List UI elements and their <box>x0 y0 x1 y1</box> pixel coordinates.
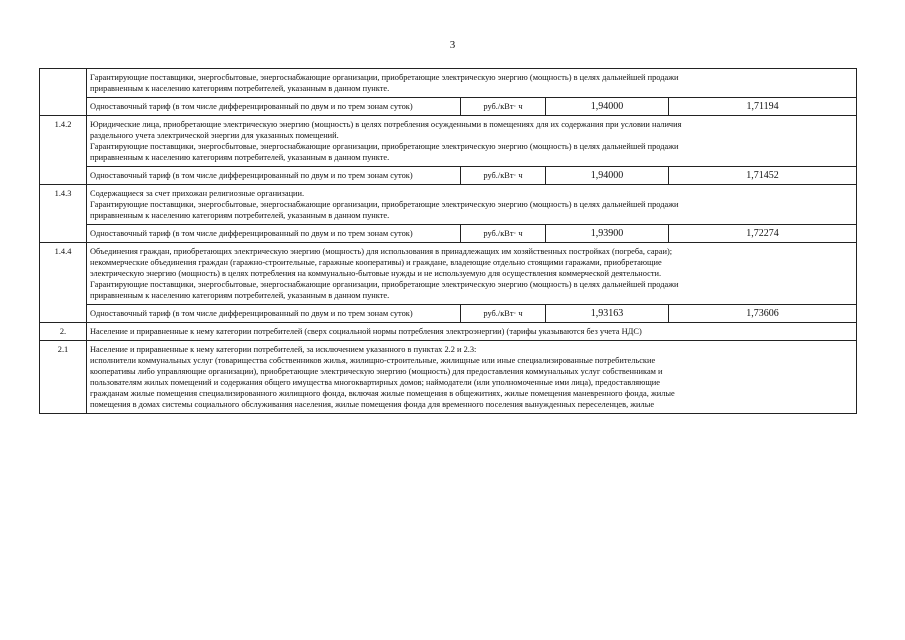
table-row <box>40 185 857 225</box>
tariff-name: Одноставочный тариф (в том числе дифференцированный по двум и по трем зонам суток) <box>87 98 461 116</box>
text-line: Население и приравненные к нему категории потребителей, за исключением указанного в пунктах 2.2 и 2.3: <box>90 345 477 354</box>
tariff-value-first-half: 1,94000 <box>546 98 669 116</box>
tariff-value-second-half: 1,73606 <box>669 305 857 323</box>
text-line: Гарантирующие поставщики, энергосбытовые, энергоснабжающие организации, приобретающие электрическую энергию (мощность) в целях дальнейшей продажи <box>90 142 679 151</box>
tariff-unit: руб./кВт· ч <box>461 305 546 323</box>
tariff-value-second-half: 1,71452 <box>669 167 857 185</box>
row-number: 1.4.4 <box>40 243 87 323</box>
text-line: Гарантирующие поставщики, энергосбытовые, энергоснабжающие организации, приобретающие электрическую энергию (мощность) в целях дальнейшей продажи <box>90 73 679 82</box>
text-line: раздельного учета электрической энергии для указанных помещений. <box>90 131 339 140</box>
tariff-value-first-half: 1,94000 <box>546 167 669 185</box>
text-line: Гарантирующие поставщики, энергосбытовые, энергоснабжающие организации, приобретающие электрическую энергию (мощность) в целях дальнейшей продажи <box>90 280 679 289</box>
section-row <box>40 341 857 414</box>
section-description <box>87 341 857 414</box>
section-row <box>40 323 857 341</box>
section-number: 2. <box>40 323 87 341</box>
text-line: кооперативы либо управляющие организации), приобретающие электрическую энергию (мощность) для предоставления коммунальных услуг собственникам и <box>90 367 663 376</box>
text-line: Объединения граждан, приобретающих электрическую энергию (мощность) для использования в принадлежащих им хозяйственных постройках (погреба, сараи); <box>90 247 673 256</box>
tariff-unit: руб./кВт· ч <box>461 167 546 185</box>
table-row <box>40 98 857 116</box>
text-line: Содержащиеся за счет прихожан религиозные организации. <box>90 189 305 198</box>
table-row <box>40 116 857 167</box>
page-number: 3 <box>449 39 456 51</box>
table-row <box>40 305 857 323</box>
text-line: некоммерческие объединения граждан (гаражно-строительные, гаражные кооперативы) и граждане, владеющие отдельно стоящими гаражами, приобретающие <box>90 258 662 267</box>
tariff-value-first-half: 1,93900 <box>546 225 669 243</box>
text-line: электрическую энергию (мощность) в целях потребления на коммунально-бытовые нужды и не используемую для осуществления коммерческой деятельности. <box>90 269 662 278</box>
consumer-category-description <box>87 116 857 167</box>
tariff-name: Одноставочный тариф (в том числе дифференцированный по двум и по трем зонам суток) <box>87 167 461 185</box>
consumer-category-description <box>87 243 857 305</box>
tariff-value-second-half: 1,71194 <box>669 98 857 116</box>
tariff-unit: руб./кВт· ч <box>461 225 546 243</box>
consumer-category-description <box>87 185 857 225</box>
tariff-table <box>39 68 857 414</box>
table-row <box>40 243 857 305</box>
tariff-name: Одноставочный тариф (в том числе дифференцированный по двум и по трем зонам суток) <box>87 225 461 243</box>
text-line: помещения в домах системы социального обслуживания населения, жилые помещения фонда для временного поселения вынужденных переселенцев, жилые <box>90 400 655 409</box>
text-line: пользователям жилых помещений и содержания общего имущества многоквартирных домов; наймодатели (или уполномоченные ими лица), предоставляющие <box>90 378 661 387</box>
text-line: приравненным к населению категориям потребителей, указанным в данном пункте. <box>90 153 390 162</box>
text-line: приравненным к населению категориям потребителей, указанным в данном пункте. <box>90 211 390 220</box>
section-title: Население и приравненные к нему категории потребителей (сверх социальной нормы потребления электроэнергии) (тарифы указываются без учета НДС) <box>87 323 857 341</box>
tariff-value-first-half: 1,93163 <box>546 305 669 323</box>
row-number <box>40 69 87 116</box>
table-row <box>40 225 857 243</box>
text-line: исполнители коммунальных услуг (товарищества собственников жилья, жилищно-строительные, жилищные или иные специализированные потребительские <box>90 356 656 365</box>
text-line: гражданам жилые помещения специализированного жилищного фонда, включая жилые помещения в общежитиях, жилые помещения маневренного фонда, жилые <box>90 389 675 398</box>
tariff-value-second-half: 1,72274 <box>669 225 857 243</box>
row-number: 1.4.3 <box>40 185 87 243</box>
text-line: Гарантирующие поставщики, энергосбытовые, энергоснабжающие организации, приобретающие электрическую энергию (мощность) в целях дальнейшей продажи <box>90 200 679 209</box>
text-line: Юридические лица, приобретающие электрическую энергию (мощность) в целях потребления осужденными в помещениях для их содержания при условии наличия <box>90 120 682 129</box>
tariff-unit: руб./кВт· ч <box>461 98 546 116</box>
consumer-category-description <box>87 69 857 98</box>
text-line: приравненным к населению категориям потребителей, указанным в данном пункте. <box>90 84 390 93</box>
row-number: 1.4.2 <box>40 116 87 185</box>
table-row <box>40 69 857 98</box>
tariff-name: Одноставочный тариф (в том числе дифференцированный по двум и по трем зонам суток) <box>87 305 461 323</box>
section-number: 2.1 <box>40 341 87 414</box>
text-line: приравненным к населению категориям потребителей, указанным в данном пункте. <box>90 291 390 300</box>
table-row <box>40 167 857 185</box>
